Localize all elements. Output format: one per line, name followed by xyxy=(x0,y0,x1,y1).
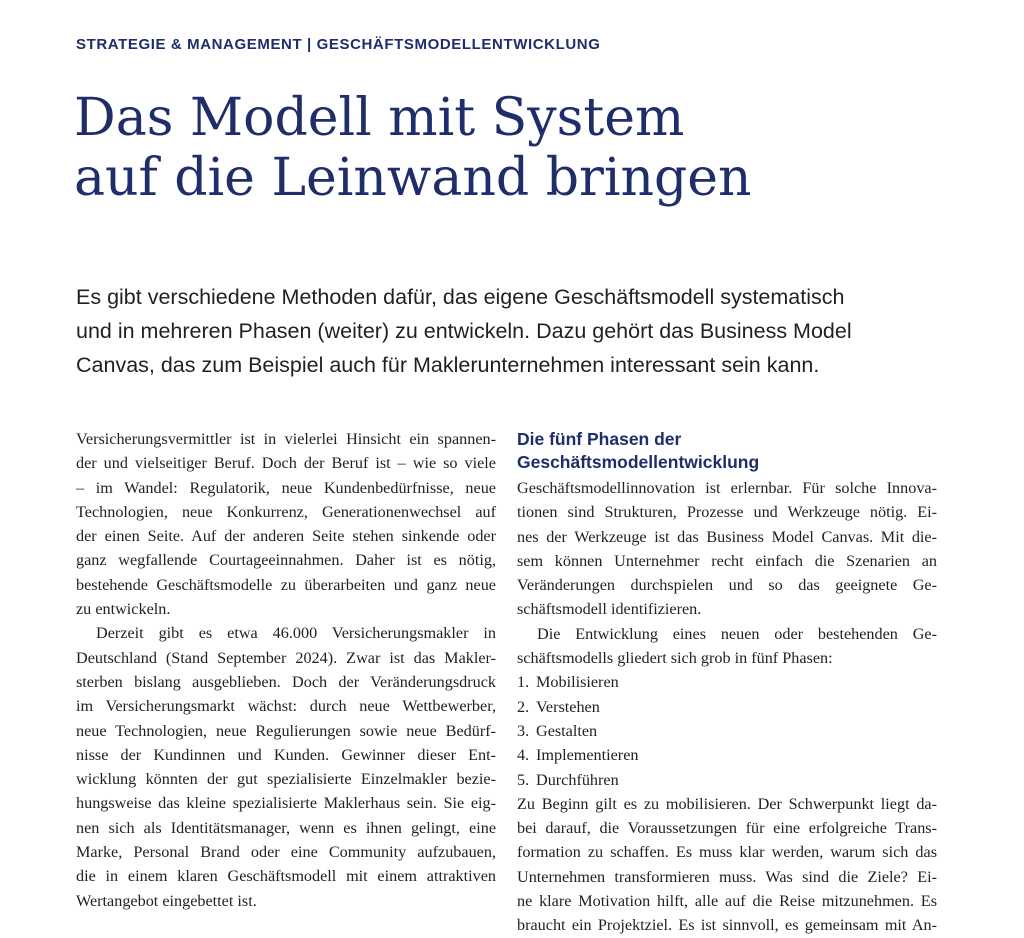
list-label: Durchführen xyxy=(536,770,619,789)
section-kicker: STRATEGIE & MANAGEMENT | GESCHÄFTSMODELLENTWICKLUNG xyxy=(76,36,601,53)
body-line: Unternehmen transformieren muss. Was sind die Ziele? Ei- xyxy=(517,867,937,886)
body-line: Deutschland (Stand September 2024). Zwar ist das Makler- xyxy=(76,648,496,667)
body-line: Derzeit gibt es etwa 46.000 Versicherungsmakler in xyxy=(96,624,496,643)
body-line: Wertangebot eingebettet ist. xyxy=(76,891,257,910)
list-label: Verstehen xyxy=(536,697,600,716)
lead-line: Es gibt verschiedene Methoden dafür, das eigene Geschäftsmodell systematisch xyxy=(76,285,845,309)
title-line: auf die Leinwand bringen xyxy=(74,148,752,208)
body-line: formation zu schaffen. Es muss klar werden, warum sich das xyxy=(517,843,937,862)
phase-list xyxy=(517,670,937,791)
body-line: Technologien, neue Konkurrenz, Generationenwechsel auf xyxy=(76,502,496,521)
list-item xyxy=(517,695,937,719)
subheading-line: Geschäftsmodellentwicklung xyxy=(517,452,760,472)
body-line: schäftsmodell identifizieren. xyxy=(517,600,702,619)
body-line: der und vielseitiger Beruf. Doch der Beruf ist – wie so viele xyxy=(76,454,496,473)
article-lead xyxy=(76,280,956,382)
section-subheading xyxy=(517,427,937,474)
list-number: 1. xyxy=(517,673,530,692)
body-line: tionen sind Strukturen, Prozesse und Werkzeuge nötig. Ei- xyxy=(517,503,937,522)
list-number: 2. xyxy=(517,697,530,716)
body-line: Versicherungsvermittler ist in vielerlei Hinsicht ein spannen- xyxy=(76,430,496,448)
lead-line: Canvas, das zum Beispiel auch für Maklerunternehmen interessant sein kann. xyxy=(76,353,820,377)
body-line: Geschäftsmodellinnovation ist erlernbar. Für solche Innova- xyxy=(517,479,937,497)
body-line: bei darauf, die Voraussetzungen für eine erfolgreiche Trans- xyxy=(517,819,937,838)
body-line: sterben bislang ausgeblieben. Doch der Veränderungsdruck xyxy=(76,672,496,691)
title-line: Das Modell mit System xyxy=(74,88,685,148)
body-line: Die Entwicklung eines neuen oder bestehenden Ge- xyxy=(537,624,937,643)
list-label: Mobilisieren xyxy=(536,673,619,692)
body-line: bestehende Geschäftsmodelle zu überarbeiten und ganz neue xyxy=(76,575,496,594)
list-item xyxy=(517,743,937,767)
list-label: Gestalten xyxy=(536,721,598,740)
body-line: ganz wegfallende Courtageeinnahmen. Daher ist es nötig, xyxy=(76,551,496,570)
body-line: der einen Seite. Auf der anderen Seite stehen sinkende oder xyxy=(76,527,496,546)
article-title xyxy=(74,88,752,208)
body-line: ne klare Motivation hilft, alle auf die Reise mitzunehmen. Es xyxy=(517,892,937,911)
subheading-line: Die fünf Phasen der xyxy=(517,429,682,449)
list-number: 3. xyxy=(517,721,530,740)
lead-line: und in mehreren Phasen (weiter) zu entwickeln. Dazu gehört das Business Model xyxy=(76,319,852,343)
body-line: Marke, Personal Brand oder eine Community aufzubauen, xyxy=(76,843,496,862)
list-label: Implementieren xyxy=(536,746,639,765)
body-line: Veränderungen durchspielen und so das geeignete Ge- xyxy=(517,576,937,595)
body-line: wicklung könnten der gut spezialisierte Einzelmakler bezie- xyxy=(76,770,496,789)
body-line: im Versicherungsmarkt wächst: durch neue Wettbewerber, xyxy=(76,697,496,716)
body-line: nisse der Kundinnen und Kunden. Gewinner dieser Ent- xyxy=(76,745,496,764)
list-item xyxy=(517,768,937,792)
body-line: nes der Werkzeuge ist das Business Model Canvas. Mit die- xyxy=(517,527,937,546)
body-line: hungsweise das kleine spezialisierte Maklerhaus sein. Sie eig- xyxy=(76,794,496,813)
list-number: 4. xyxy=(517,746,530,765)
body-line: die in einem klaren Geschäftsmodell mit einem attraktiven xyxy=(76,867,496,886)
body-line: nen sich als Identitätsmanager, wenn es ihnen gelingt, eine xyxy=(76,818,496,837)
body-line: sem können Unternehmer recht einfach die Szenarien an xyxy=(517,551,937,570)
body-line: neue Technologien, neue Regulierungen sowie neue Bedürf- xyxy=(76,721,496,740)
left-column xyxy=(76,427,496,913)
body-line: braucht ein Projektziel. Es ist sinnvoll, es gemeinsam mit An- xyxy=(517,916,937,935)
body-line: Zu Beginn gilt es zu mobilisieren. Der Schwerpunkt liegt da- xyxy=(517,794,937,813)
body-line: – im Wandel: Regulatorik, neue Kundenbedürfnisse, neue xyxy=(76,478,496,497)
list-item xyxy=(517,670,937,694)
body-line: schäftsmodells gliedert sich grob in fünf Phasen: xyxy=(517,649,833,668)
body-line: zu entwickeln. xyxy=(76,600,171,619)
list-number: 5. xyxy=(517,770,530,789)
right-column xyxy=(517,427,937,938)
list-item xyxy=(517,719,937,743)
